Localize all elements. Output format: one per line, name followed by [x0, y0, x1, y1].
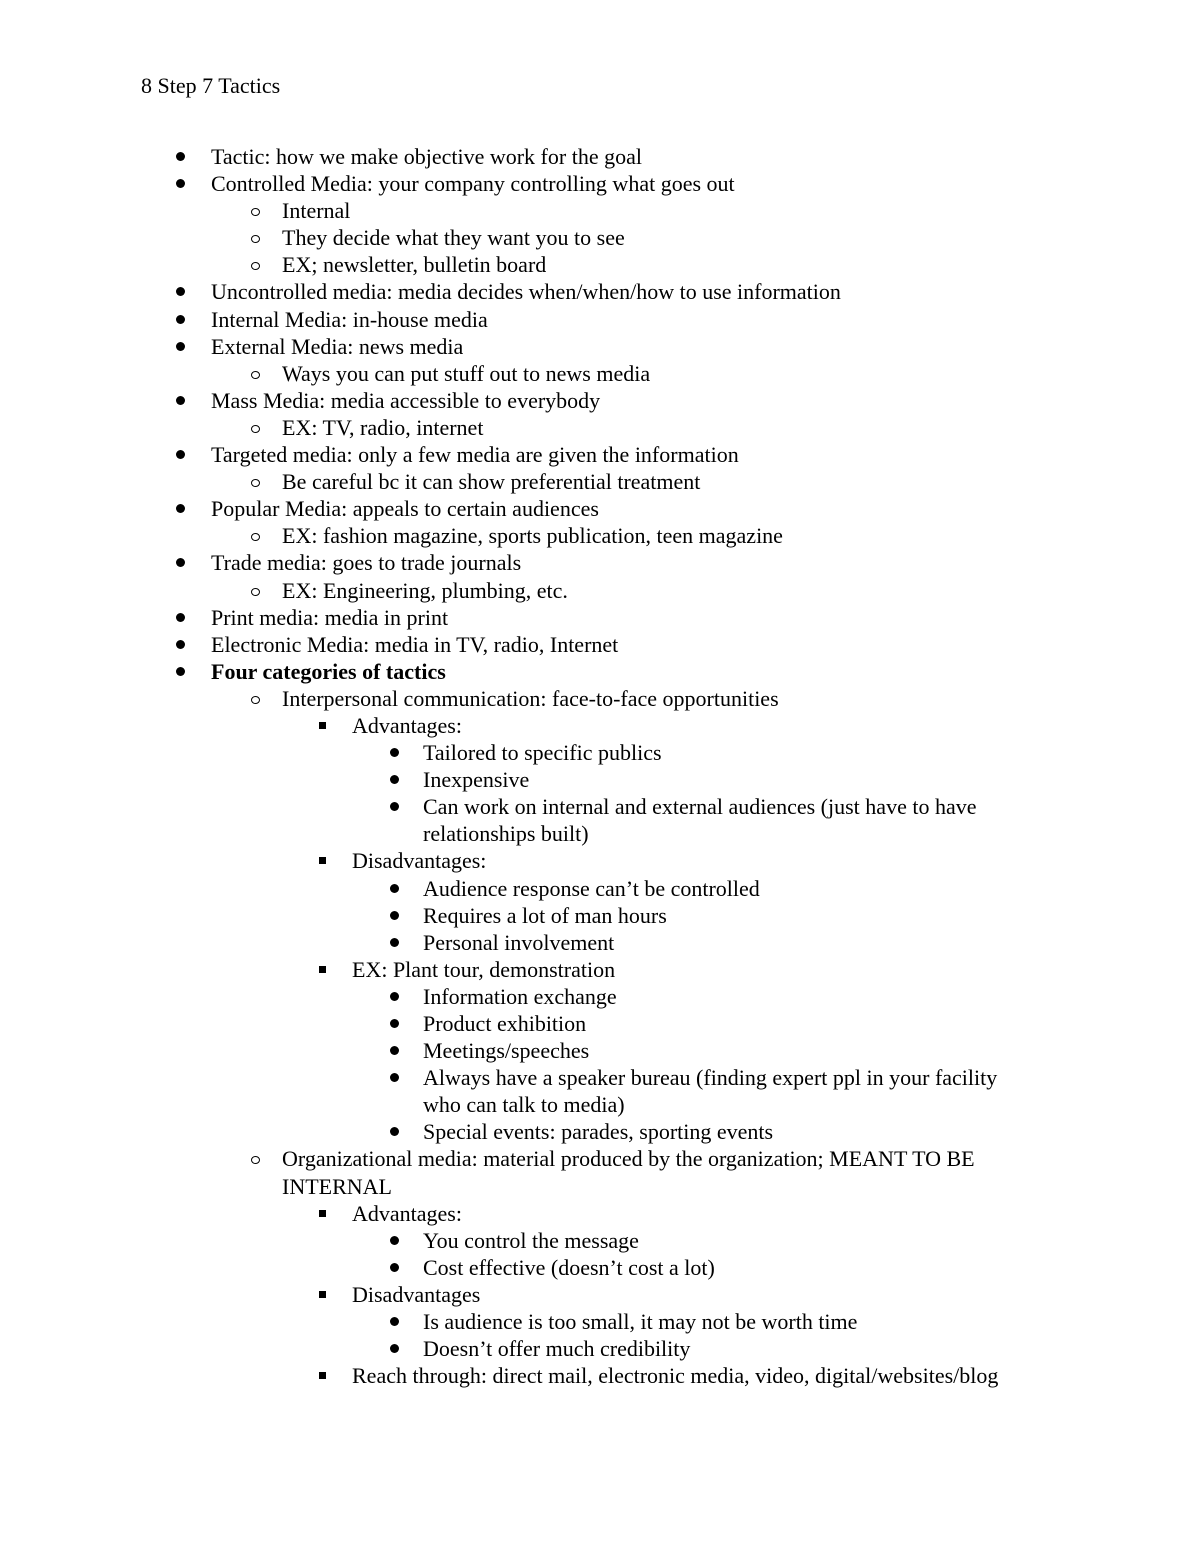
- list-item-text: EX: Engineering, plumbing, etc.: [282, 577, 568, 603]
- list-item-text: Advantages:: [352, 1200, 462, 1226]
- list-item-text: Can work on internal and external audiences (just have to have: [423, 794, 977, 820]
- list-item: [0, 1254, 1200, 1281]
- list-item-text: INTERNAL: [282, 1173, 392, 1199]
- list-item-text: who can talk to media): [423, 1092, 625, 1118]
- list-item: [0, 739, 1200, 766]
- outline-list: [0, 143, 1200, 1389]
- list-item: [0, 956, 1200, 983]
- bullet-icon: [174, 387, 194, 414]
- bullet-icon: [388, 1118, 408, 1145]
- list-item: [0, 306, 1200, 333]
- bullet-icon: [388, 1227, 408, 1254]
- list-item-text: Be careful bc it can show preferential treatment: [282, 469, 701, 495]
- bullet-icon: [174, 306, 194, 333]
- bullet-icon: [174, 441, 194, 468]
- bullet-icon: [174, 631, 194, 658]
- list-item: [0, 1308, 1200, 1335]
- bullet-icon: [388, 1037, 408, 1064]
- bullet-icon: [388, 983, 408, 1010]
- bullet-icon: [174, 549, 194, 576]
- list-item: [0, 1037, 1200, 1064]
- list-item: [0, 1145, 1200, 1172]
- list-item-text: They decide what they want you to see: [282, 225, 625, 251]
- circle-bullet-icon: [250, 414, 270, 441]
- bullet-icon: [174, 170, 194, 197]
- list-item: [0, 1335, 1200, 1362]
- list-item-text: Doesn’t offer much credibility: [423, 1336, 691, 1362]
- list-item-text: Internal Media: in-house media: [211, 306, 488, 332]
- bullet-icon: [388, 1254, 408, 1281]
- list-item-text: Targeted media: only a few media are given the information: [211, 442, 739, 468]
- list-item-text: EX: Plant tour, demonstration: [352, 956, 616, 982]
- list-item-text: EX: TV, radio, internet: [282, 414, 484, 440]
- list-item-text: Product exhibition: [423, 1011, 587, 1036]
- circle-bullet-icon: [250, 197, 270, 224]
- bullet-icon: [388, 1010, 408, 1037]
- bullet-icon: [388, 739, 408, 766]
- list-item: [0, 1010, 1200, 1037]
- list-item: [0, 577, 1200, 604]
- list-item: [0, 360, 1200, 387]
- list-item: [0, 522, 1200, 549]
- list-item-text: Inexpensive: [423, 767, 530, 793]
- list-item-text: Always have a speaker bureau (finding expert ppl in your facility: [423, 1065, 998, 1091]
- bullet-icon: [174, 658, 194, 685]
- list-item-text: Popular Media: appeals to certain audiences: [211, 496, 599, 522]
- bullet-icon: [388, 766, 408, 793]
- circle-bullet-icon: [250, 251, 270, 278]
- list-item: [0, 387, 1200, 414]
- list-item: [0, 1362, 1200, 1389]
- list-item-text: Disadvantages: [352, 1281, 481, 1307]
- list-item-text: Organizational media: material produced by the organization; MEANT TO BE: [282, 1146, 975, 1172]
- list-item-text: relationships built): [423, 821, 589, 847]
- bullet-icon: [174, 495, 194, 522]
- circle-bullet-icon: [250, 685, 270, 712]
- list-item: [0, 766, 1200, 793]
- list-item-text: Electronic Media: media in TV, radio, Internet: [211, 631, 619, 657]
- list-item-text: Four categories of tactics: [211, 658, 446, 684]
- list-item-text: Ways you can put stuff out to news media: [282, 360, 651, 386]
- list-item-text: Disadvantages:: [352, 848, 487, 874]
- list-item: [0, 495, 1200, 522]
- list-item-continuation: [0, 820, 1200, 847]
- list-item: [0, 441, 1200, 468]
- bullet-icon: [388, 793, 408, 820]
- list-item: [0, 983, 1200, 1010]
- list-item: [0, 685, 1200, 712]
- bullet-icon: [388, 902, 408, 929]
- list-item-text: Audience response can’t be controlled: [423, 875, 760, 901]
- list-item: [0, 1200, 1200, 1227]
- list-item: [0, 414, 1200, 441]
- list-item: [0, 333, 1200, 360]
- list-item-text: EX; newsletter, bulletin board: [282, 252, 547, 278]
- list-item-text: Reach through: direct mail, electronic media, video, digital/websites/blog: [352, 1363, 999, 1389]
- bullet-icon: [174, 604, 194, 631]
- document-title: 8 Step 7 Tactics: [141, 73, 281, 98]
- circle-bullet-icon: [250, 360, 270, 387]
- list-item: [0, 712, 1200, 739]
- circle-bullet-icon: [250, 522, 270, 549]
- list-item-text: Internal: [282, 198, 351, 224]
- list-item-continuation: [0, 1091, 1200, 1118]
- list-item: [0, 468, 1200, 495]
- list-item-text: Trade media: goes to trade journals: [211, 550, 522, 576]
- bullet-icon: [388, 1308, 408, 1335]
- circle-bullet-icon: [250, 468, 270, 495]
- bullet-icon: [174, 278, 194, 305]
- list-item: [0, 251, 1200, 278]
- square-bullet-icon: [317, 956, 337, 983]
- square-bullet-icon: [317, 1200, 337, 1227]
- bullet-icon: [174, 333, 194, 360]
- list-item-text: EX: fashion magazine, sports publication, teen magazine: [282, 523, 783, 549]
- list-item-continuation: [0, 1173, 1200, 1200]
- list-item-text: Interpersonal communication: face-to-face opportunities: [282, 685, 779, 711]
- list-item: [0, 631, 1200, 658]
- list-item: [0, 902, 1200, 929]
- list-item-text: Cost effective (doesn’t cost a lot): [423, 1254, 715, 1280]
- list-item-text: Advantages:: [352, 712, 462, 738]
- list-item: [0, 197, 1200, 224]
- list-item-text: Controlled Media: your company controlling what goes out: [211, 171, 735, 197]
- bullet-icon: [388, 929, 408, 956]
- list-item: [0, 170, 1200, 197]
- circle-bullet-icon: [250, 224, 270, 251]
- square-bullet-icon: [317, 712, 337, 739]
- list-item-text: Is audience is too small, it may not be worth time: [423, 1309, 858, 1335]
- square-bullet-icon: [317, 1281, 337, 1308]
- list-item: [0, 793, 1200, 820]
- list-item-text: External Media: news media: [211, 333, 464, 359]
- list-item: [0, 549, 1200, 576]
- list-item: [0, 875, 1200, 902]
- list-item: [0, 604, 1200, 631]
- bullet-icon: [388, 1335, 408, 1362]
- list-item-text: You control the message: [423, 1227, 639, 1253]
- list-item-text: Tactic: how we make objective work for the goal: [211, 144, 642, 169]
- list-item-text: Personal involvement: [423, 929, 615, 955]
- list-item-text: Print media: media in print: [211, 604, 449, 630]
- bullet-icon: [388, 1064, 408, 1091]
- list-item: [0, 278, 1200, 305]
- square-bullet-icon: [317, 1362, 337, 1389]
- list-item-text: Mass Media: media accessible to everybody: [211, 387, 601, 413]
- list-item: [0, 143, 1200, 170]
- circle-bullet-icon: [250, 1145, 270, 1172]
- list-item-text: Special events: parades, sporting events: [423, 1119, 774, 1145]
- list-item: [0, 1118, 1200, 1145]
- bullet-icon: [174, 143, 194, 170]
- circle-bullet-icon: [250, 577, 270, 604]
- list-item: [0, 658, 1200, 685]
- list-item-text: Uncontrolled media: media decides when/when/how to use information: [211, 279, 841, 305]
- list-item: [0, 224, 1200, 251]
- list-item: [0, 1227, 1200, 1254]
- list-item: [0, 929, 1200, 956]
- square-bullet-icon: [317, 847, 337, 874]
- list-item-text: Tailored to specific publics: [423, 740, 662, 766]
- list-item-text: Meetings/speeches: [423, 1038, 590, 1064]
- list-item: [0, 847, 1200, 874]
- bullet-icon: [388, 875, 408, 902]
- list-item: [0, 1064, 1200, 1091]
- list-item-text: Requires a lot of man hours: [423, 902, 667, 928]
- list-item: [0, 1281, 1200, 1308]
- list-item-text: Information exchange: [423, 983, 617, 1009]
